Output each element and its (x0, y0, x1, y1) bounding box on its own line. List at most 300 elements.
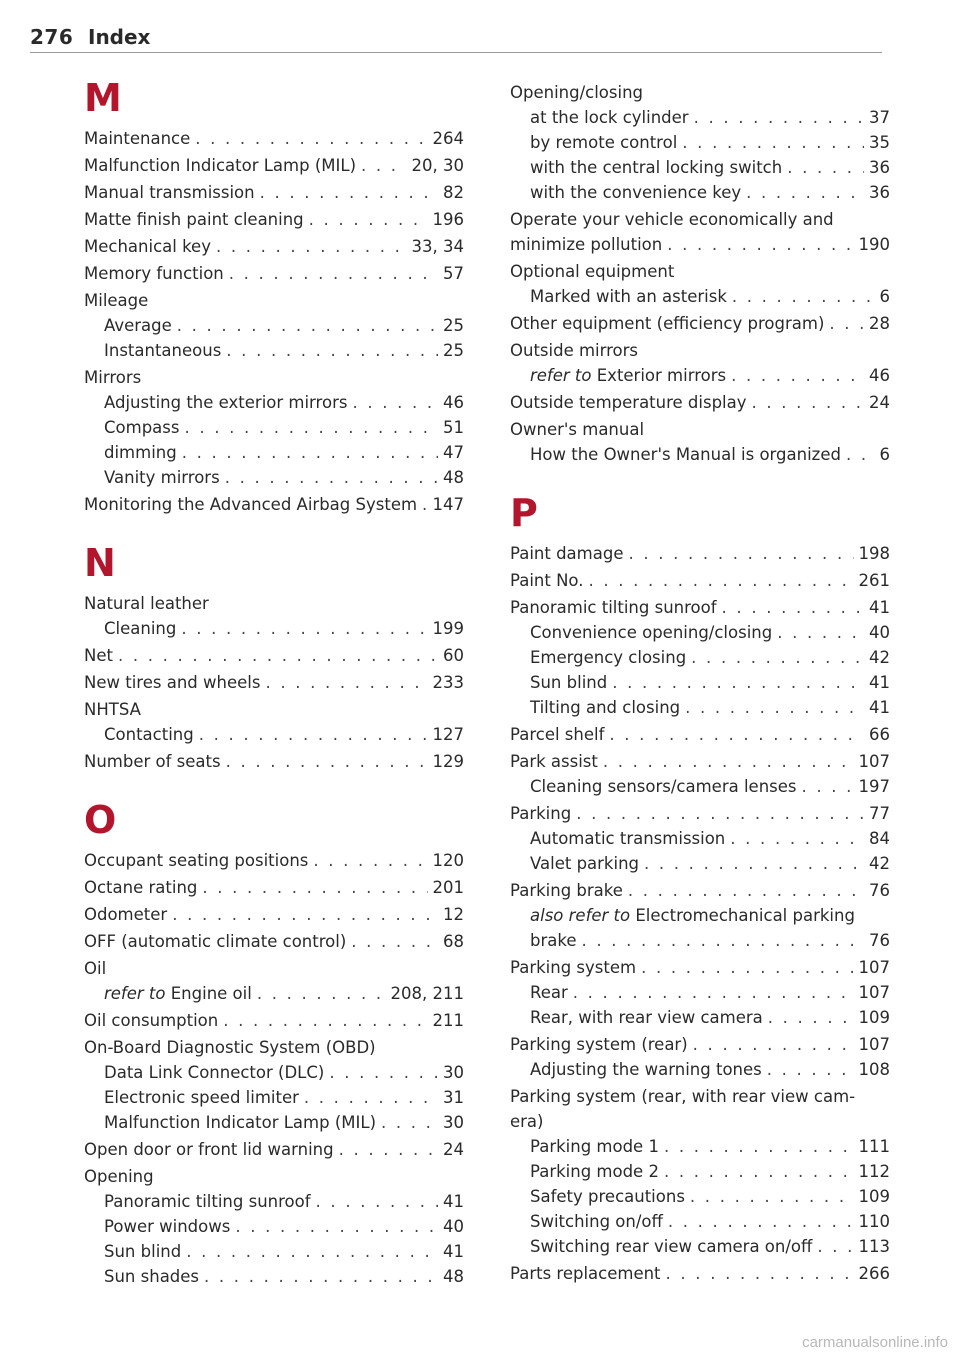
dot-leader (690, 1184, 854, 1209)
entry-term (530, 155, 782, 180)
page-reference: 107 (858, 983, 890, 1002)
index-subentry (510, 130, 890, 155)
dot-leader (802, 774, 854, 799)
entry-term (84, 875, 197, 900)
page-reference: 107 (858, 752, 890, 771)
page-reference: 107 (858, 1035, 890, 1054)
entry-text: Rear (530, 983, 568, 1002)
index-subentry (510, 774, 890, 799)
index-entry (510, 232, 890, 257)
entry-text: Instantaneous (104, 341, 222, 360)
entry-term (530, 284, 727, 309)
index-entry (510, 595, 890, 620)
index-entry (510, 801, 890, 826)
entry-term (530, 130, 677, 155)
dot-leader (767, 1057, 854, 1082)
index-entry (84, 288, 464, 313)
dot-leader (667, 232, 853, 257)
dot-leader (226, 749, 428, 774)
page-reference: 197 (858, 777, 890, 796)
entry-text: Sun blind (104, 1242, 182, 1261)
index-column-left (84, 74, 464, 1289)
entry-text: Opening (84, 1167, 154, 1186)
index-subentry (510, 1184, 890, 1209)
entry-term (84, 749, 221, 774)
page-reference: 76 (869, 931, 890, 950)
dot-leader (730, 826, 864, 851)
index-entry (84, 1035, 464, 1060)
entry-term (510, 232, 662, 257)
index-subentry (84, 1110, 464, 1135)
index-subentry (510, 826, 890, 851)
dot-leader (316, 1189, 438, 1214)
entry-term (84, 180, 255, 205)
index-subentry (510, 980, 890, 1005)
entry-text: Electronic speed limiter (104, 1088, 299, 1107)
entry-term (510, 390, 747, 415)
page-reference: 109 (858, 1187, 890, 1206)
dot-leader (641, 955, 853, 980)
index-entry (510, 955, 890, 980)
entry-text: Panoramic tilting sunroof (104, 1192, 311, 1211)
dot-leader (628, 878, 864, 903)
entry-text: Contacting (104, 725, 194, 744)
page-reference: 120 (432, 851, 464, 870)
page-reference: 66 (869, 725, 890, 744)
index-subentry (84, 338, 464, 363)
page-reference: 127 (432, 725, 464, 744)
dot-leader (576, 801, 864, 826)
entry-term (104, 1264, 199, 1289)
page-reference: 30 (443, 1063, 464, 1082)
entry-term (510, 80, 643, 105)
entry-term (510, 1084, 855, 1109)
dot-leader (691, 645, 864, 670)
section-spacer (84, 774, 464, 796)
dot-leader (118, 643, 438, 668)
entry-text: Park assist (510, 752, 598, 771)
entry-term (510, 878, 623, 903)
dot-leader (352, 390, 438, 415)
entry-term (510, 955, 636, 980)
dot-leader (351, 929, 438, 954)
entry-term (510, 259, 674, 284)
index-entry (84, 1137, 464, 1162)
entry-term (510, 1032, 688, 1057)
index-entry (84, 261, 464, 286)
entry-term (530, 903, 855, 928)
page-reference: 46 (869, 366, 890, 385)
index-column-right (510, 78, 890, 1286)
page-reference: 76 (869, 881, 890, 900)
entry-text: Oil consumption (84, 1011, 219, 1030)
index-subentry (510, 1134, 890, 1159)
dot-leader (265, 670, 427, 695)
entry-term (530, 1209, 663, 1234)
page-reference: 264 (432, 129, 464, 148)
dot-leader (304, 1085, 438, 1110)
entry-term (510, 338, 638, 363)
entry-text: with the central locking switch (530, 158, 783, 177)
index-entry (84, 207, 464, 232)
entry-text: Monitoring the Advanced Airbag System (84, 495, 418, 514)
entry-text: Maintenance (84, 129, 191, 148)
dot-leader (361, 153, 407, 178)
dot-leader (573, 980, 854, 1005)
index-subentry (510, 1005, 890, 1030)
entry-text: Outside temperature display (510, 393, 747, 412)
index-subentry (510, 442, 890, 467)
entry-text: Mileage (84, 291, 149, 310)
entry-text: Emergency closing (530, 648, 687, 667)
entry-text: Electromechanical parking (635, 906, 855, 925)
index-subentry (510, 155, 890, 180)
entry-term (510, 722, 604, 747)
index-entry (510, 1084, 890, 1109)
entry-term (530, 826, 725, 851)
entry-text: Mechanical key (84, 237, 211, 256)
entry-term (84, 848, 308, 873)
entry-term (510, 801, 571, 826)
dot-leader (829, 311, 864, 336)
dot-leader (223, 1008, 427, 1033)
index-subentry (84, 981, 464, 1006)
dot-leader (186, 1239, 438, 1264)
entry-text: OFF (automatic climate control) (84, 932, 347, 951)
index-entry (510, 749, 890, 774)
entry-term (104, 981, 252, 1006)
entry-text: Octane rating (84, 878, 198, 897)
page-reference: 77 (869, 804, 890, 823)
entry-text: Malfunction Indicator Lamp (MIL) (104, 1113, 377, 1132)
page-reference: 233 (432, 673, 464, 692)
entry-text: Engine oil (170, 984, 252, 1003)
entry-term (530, 774, 797, 799)
dot-leader (817, 1234, 853, 1259)
entry-term (104, 1085, 299, 1110)
page-reference: 41 (869, 698, 890, 717)
index-subentry (510, 284, 890, 309)
page-reference: 40 (869, 623, 890, 642)
dot-leader (612, 670, 864, 695)
entry-term (530, 620, 772, 645)
page-reference: 129 (432, 752, 464, 771)
index-entry (84, 875, 464, 900)
entry-term (530, 928, 577, 953)
page-reference: 12 (443, 905, 464, 924)
entry-text: Marked with an asterisk (530, 287, 727, 306)
entry-term (84, 1137, 334, 1162)
dot-leader (768, 1005, 854, 1030)
index-subentry (510, 363, 890, 388)
entry-text: NHTSA (84, 700, 141, 719)
index-letter-heading: P (510, 491, 538, 535)
entry-text: Automatic transmission (530, 829, 726, 848)
index-letter-heading: N (84, 541, 116, 585)
index-entry (84, 126, 464, 151)
entry-term (84, 1164, 154, 1189)
entry-text: Parking system (rear) (510, 1035, 688, 1054)
page-reference: 198 (858, 544, 890, 563)
page-reference: 196 (432, 210, 464, 229)
entry-text: Memory function (84, 264, 224, 283)
page-reference: 147 (432, 495, 464, 514)
index-subentry (510, 903, 890, 928)
index-subentry (84, 1239, 464, 1264)
entry-term (84, 956, 106, 981)
dot-leader (202, 875, 427, 900)
index-subentry (510, 1234, 890, 1259)
entry-term (530, 980, 568, 1005)
page-reference: 109 (858, 1008, 890, 1027)
dot-leader (777, 620, 864, 645)
dot-leader (177, 313, 438, 338)
index-letter-heading: M (84, 76, 122, 120)
page-reference: 48 (443, 468, 464, 487)
entry-text: minimize pollution (510, 235, 663, 254)
dot-leader (313, 848, 427, 873)
entry-term (84, 1008, 218, 1033)
entry-term (530, 1234, 812, 1259)
dot-leader (609, 722, 864, 747)
page-reference: 110 (858, 1212, 890, 1231)
entry-term (510, 749, 598, 774)
index-entry (510, 1032, 890, 1057)
entry-text: Panoramic tilting sunroof (510, 598, 717, 617)
page-reference: 28 (869, 314, 890, 333)
page-reference: 68 (443, 932, 464, 951)
entry-term (530, 442, 841, 467)
entry-term (530, 645, 686, 670)
entry-term (104, 1214, 230, 1239)
dot-leader (309, 207, 428, 232)
entry-term (510, 417, 644, 442)
dot-leader (731, 363, 864, 388)
index-subentry (510, 928, 890, 953)
page-reference: 111 (858, 1137, 890, 1156)
page-reference: 35 (869, 133, 890, 152)
index-subentry (510, 645, 890, 670)
page-reference: 41 (869, 598, 890, 617)
dot-leader (226, 338, 438, 363)
index-entry (510, 390, 890, 415)
entry-term (104, 1060, 324, 1085)
index-entry (510, 417, 890, 442)
entry-term (104, 722, 194, 747)
dot-leader (172, 902, 438, 927)
dot-leader (582, 928, 865, 953)
index-entry (510, 207, 890, 232)
page-reference: 36 (869, 183, 890, 202)
entry-term (510, 207, 834, 232)
page-reference: 20, 30 (411, 156, 464, 175)
entry-term (530, 670, 607, 695)
page-reference: 82 (443, 183, 464, 202)
dot-leader (628, 541, 853, 566)
index-entry (84, 670, 464, 695)
entry-text: Open door or front lid warning (84, 1140, 334, 1159)
dot-leader (339, 1137, 438, 1162)
index-subentry (84, 313, 464, 338)
page-number: 276 (30, 25, 74, 49)
index-entry (84, 643, 464, 668)
dot-leader (204, 1264, 438, 1289)
entry-term (104, 415, 179, 440)
entry-text: Vanity mirrors (104, 468, 220, 487)
index-entry (84, 1164, 464, 1189)
entry-term (104, 616, 176, 641)
index-entry (510, 338, 890, 363)
entry-text: Convenience opening/closing (530, 623, 773, 642)
dot-leader (846, 442, 875, 467)
entry-text: On-Board Diagnostic System (OBD) (84, 1038, 376, 1057)
index-entry (510, 541, 890, 566)
page-reference: 113 (858, 1237, 890, 1256)
entry-text: Owner's manual (510, 420, 645, 439)
index-entry (84, 902, 464, 927)
entry-term (84, 207, 304, 232)
entry-term (510, 595, 717, 620)
page-reference: 57 (443, 264, 464, 283)
index-subentry (84, 390, 464, 415)
entry-term (84, 492, 417, 517)
entry-text: Paint No. (510, 571, 584, 590)
index-subentry (510, 1209, 890, 1234)
dot-leader (732, 284, 875, 309)
entry-text: Matte finish paint cleaning (84, 210, 304, 229)
index-entry (510, 80, 890, 105)
index-entry (84, 848, 464, 873)
entry-text: Parking system (rear, with rear view cam- (510, 1087, 856, 1106)
entry-term (510, 311, 824, 336)
dot-leader (225, 465, 438, 490)
index-subentry (84, 1264, 464, 1289)
index-subentry (84, 1214, 464, 1239)
dot-leader (195, 126, 427, 151)
dot-leader (184, 415, 438, 440)
page-reference: 60 (443, 646, 464, 665)
page-reference: 24 (443, 1140, 464, 1159)
entry-text: by remote control (530, 133, 678, 152)
entry-text: Malfunction Indicator Lamp (MIL) (84, 156, 357, 175)
section-title: Index (88, 25, 151, 49)
index-letter-heading: O (84, 798, 117, 842)
index-entry (510, 568, 890, 593)
dot-leader (181, 616, 427, 641)
page-reference: 6 (879, 287, 890, 306)
entry-text: Sun blind (530, 673, 608, 692)
page-reference: 42 (869, 854, 890, 873)
section-spacer (84, 517, 464, 539)
entry-term (510, 1261, 661, 1286)
entry-text: Cleaning sensors/camera lenses (530, 777, 797, 796)
index-subentry (510, 851, 890, 876)
index-subentry (84, 465, 464, 490)
index-subentry (510, 180, 890, 205)
entry-term (530, 1184, 685, 1209)
page-reference: 40 (443, 1217, 464, 1236)
entry-term (530, 1134, 659, 1159)
entry-text: Exterior mirrors (596, 366, 727, 385)
entry-text: Occupant seating positions (84, 851, 309, 870)
index-entry (84, 153, 464, 178)
page-reference: 47 (443, 443, 464, 462)
entry-term (104, 1189, 311, 1214)
entry-term (530, 695, 680, 720)
dot-leader (257, 981, 386, 1006)
entry-term (104, 338, 221, 363)
entry-text: Average (104, 316, 172, 335)
entry-text: Parking brake (510, 881, 623, 900)
entry-term (104, 465, 220, 490)
entry-text: Switching on/off (530, 1212, 663, 1231)
dot-leader (694, 105, 864, 130)
page-reference: 31 (443, 1088, 464, 1107)
entry-text: Outside mirrors (510, 341, 639, 360)
entry-text: Mirrors (84, 368, 142, 387)
entry-text: Natural leather (84, 594, 209, 613)
page-header (30, 22, 882, 53)
index-subentry (510, 105, 890, 130)
dot-leader (235, 1214, 438, 1239)
index-entry (84, 180, 464, 205)
dot-leader (722, 595, 864, 620)
index-entry (84, 234, 464, 259)
page-reference: 108 (858, 1060, 890, 1079)
index-entry (510, 722, 890, 747)
entry-text: Odometer (84, 905, 168, 924)
entry-term (530, 180, 741, 205)
entry-text: Tilting and closing (530, 698, 681, 717)
dot-leader (666, 1261, 854, 1286)
entry-text: era) (510, 1112, 544, 1131)
entry-text: How the Owner's Manual is organized (530, 445, 841, 464)
entry-text: Compass (104, 418, 180, 437)
dot-leader (746, 180, 864, 205)
entry-term (104, 1239, 181, 1264)
entry-term (530, 1005, 763, 1030)
page-reference: 46 (443, 393, 464, 412)
dot-leader (603, 749, 854, 774)
entry-term (104, 1110, 376, 1135)
entry-text: Parking mode 2 (530, 1162, 659, 1181)
entry-term (530, 105, 689, 130)
entry-term (104, 440, 177, 465)
entry-term (84, 902, 167, 927)
index-entry (84, 1008, 464, 1033)
entry-text: Valet parking (530, 854, 640, 873)
page-reference: 42 (869, 648, 890, 667)
entry-term (84, 929, 346, 954)
entry-text: at the lock cylinder (530, 108, 689, 127)
page-reference: 190 (858, 235, 890, 254)
page-reference: 199 (432, 619, 464, 638)
dot-leader (260, 180, 438, 205)
dot-leader (588, 568, 853, 593)
page-reference: 37 (869, 108, 890, 127)
entry-text: Adjusting the exterior mirrors (104, 393, 348, 412)
dot-leader (199, 722, 428, 747)
page-reference: 208, 211 (390, 984, 464, 1003)
dot-leader (668, 1209, 854, 1234)
page-reference: 33, 34 (411, 237, 464, 256)
entry-text: Data Link Connector (DLC) (104, 1063, 325, 1082)
index-subentry (84, 415, 464, 440)
dot-leader (329, 1060, 438, 1085)
entry-term (530, 851, 639, 876)
page-reference: 30 (443, 1113, 464, 1132)
dot-leader (664, 1159, 854, 1184)
